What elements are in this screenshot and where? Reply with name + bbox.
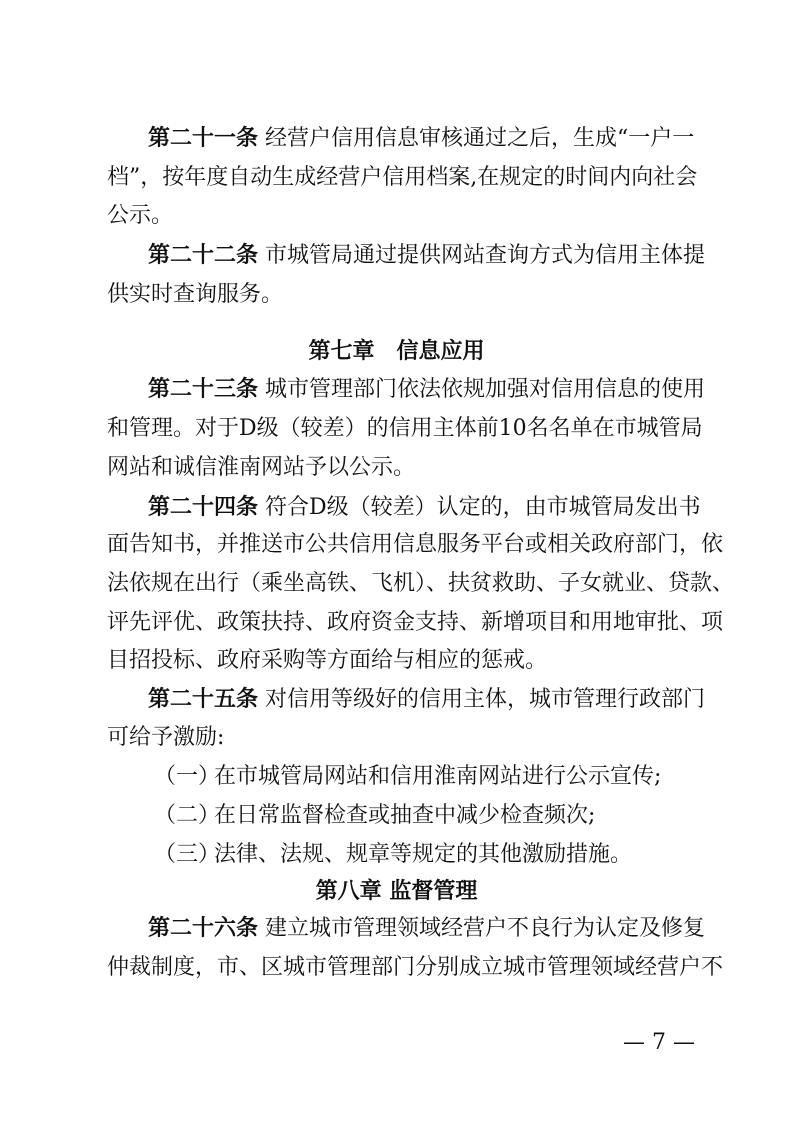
article-22-label: 第二十二条 bbox=[148, 242, 259, 268]
list-item bbox=[154, 801, 595, 831]
article-23-line-3: 网站和诚信淮南网站予以公示。 bbox=[107, 455, 416, 480]
list-item-number: （二） bbox=[154, 803, 221, 828]
article-26-line-2: 仲裁制度，市、区城市管理部门分别成立城市管理领域经营户不 bbox=[107, 955, 724, 980]
list-item bbox=[154, 762, 661, 792]
article-25-text-1: 对信用等级好的信用主体，城市管理行政部门 bbox=[265, 687, 706, 712]
article-23-line-1 bbox=[148, 374, 738, 405]
article-25-label: 第二十五条 bbox=[148, 686, 259, 712]
list-item-number: （一） bbox=[154, 764, 221, 789]
article-22-line-1 bbox=[148, 240, 738, 271]
article-24-line-3: 法依规在出行（乘坐高铁、飞机）、扶贫救助、子女就业、贷款、 bbox=[107, 571, 735, 596]
article-23-line-2: 和管理。对于D级（较差）的信用主体前10名名单在市城管局 bbox=[107, 416, 703, 441]
article-21-label: 第二十一条 bbox=[148, 125, 259, 151]
article-23-text-1: 城市管理部门依法依规加强对信用信息的使用 bbox=[265, 377, 706, 402]
article-25-line-1 bbox=[148, 684, 738, 715]
list-item-text: 在市城管局网站和信用淮南网站进行公示宣传; bbox=[214, 764, 662, 789]
article-21-text-1: 经营户信用信息审核通过之后，生成“一户一 bbox=[265, 126, 695, 151]
article-24-label: 第二十四条 bbox=[148, 494, 259, 520]
article-24-line-2: 面告知书，并推送市公共信用信息服务平台或相关政府部门，依 bbox=[107, 532, 724, 557]
chapter-7-heading: 第七章 信息应用 bbox=[308, 338, 485, 364]
article-25-line-2: 可给予激励: bbox=[107, 725, 225, 750]
article-22-line-2: 供实时查询服务。 bbox=[107, 282, 284, 307]
article-24-line-4: 评先评优、政策扶持、政府资金支持、新增项目和用地审批、项 bbox=[107, 610, 724, 635]
article-24-line-5: 目招投标、政府采购等方面给与相应的惩戒。 bbox=[107, 648, 548, 673]
article-24-line-1 bbox=[148, 492, 738, 523]
article-23-label: 第二十三条 bbox=[148, 376, 259, 402]
article-26-line-1 bbox=[148, 913, 738, 944]
article-24-text-1: 符合D级（较差）认定的，由市城管局发出书 bbox=[265, 495, 701, 520]
list-item-text: 法律、法规、规章等规定的其他激励措施。 bbox=[214, 842, 633, 867]
article-21-line-1 bbox=[148, 123, 738, 154]
list-item-number: （三） bbox=[154, 842, 221, 867]
chapter-8-heading: 第八章 监督管理 bbox=[315, 878, 478, 904]
list-item-text: 在日常监督检查或抽查中减少检查频次; bbox=[214, 803, 596, 828]
list-item bbox=[154, 840, 632, 870]
article-26-label: 第二十六条 bbox=[148, 915, 259, 941]
article-21-line-3: 公示。 bbox=[107, 203, 174, 228]
article-26-text-1: 建立城市管理领域经营户不良行为认定及修复 bbox=[265, 916, 706, 941]
article-22-text-1: 市城管局通过提供网站查询方式为信用主体提 bbox=[265, 243, 706, 268]
article-21-line-2: 档”，按年度自动生成经营户信用档案,在规定的时间内向社会 bbox=[107, 165, 698, 190]
page-number: — 7 — bbox=[623, 1030, 695, 1055]
